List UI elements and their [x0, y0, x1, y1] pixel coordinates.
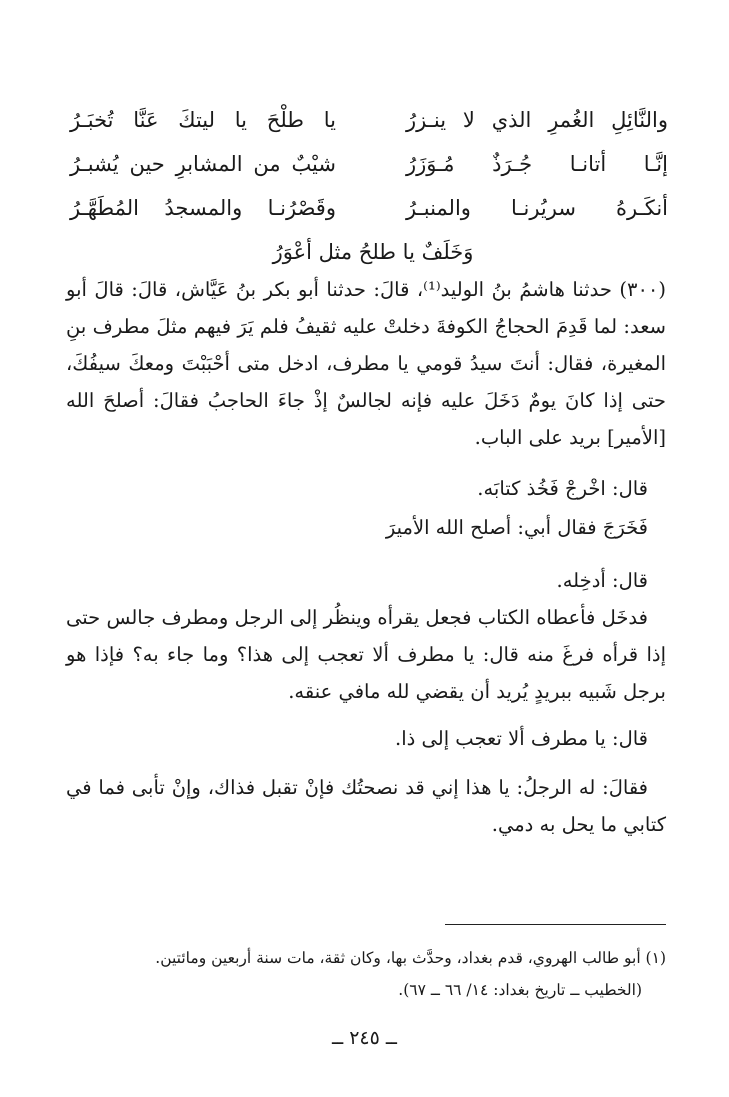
- footnote-1: (١) أبو طالب الهروي، قدم بغداد، وحدَّث بها، وكان ثقة، مات سنة أربعين ومائتين.: [155, 949, 666, 967]
- report-paragraph-300: (٣٠٠) حدثنا هاشمُ بنُ الوليد⁽¹⁾، قالَ: حدثنا أبو بكر بنُ عَيَّاش، قالَ: قالَ أبو سعد: لما قَدِمَ الحجاجُ الكوفةَ دخلتْ عليه ثقيفُ فلم يَرَ فيهم مثلَ مطرف بنِ المغيرة، فقال: أنتَ سيدُ قومي يا مطرف، ادخل متى أحْبَبْتَ ومعكَ سيفُكَ، حتى إذا كانَ يومٌ دَخَلَ عليه فإنه لجالسٌ إذْ جاءَ الحاجبُ فقالَ: أصلحَ الله [الأمير] بريد على الباب.: [66, 278, 666, 449]
- poem: [70, 98, 668, 274]
- verse-final: وَخَلَفٌ يا طلحُ مثل أعْوَرُ: [272, 240, 474, 264]
- hemistich-first: والنَّائِلِ الغُمرِ الذي لا ينـزرُ: [406, 108, 668, 132]
- report-paragraph: قال: اخْرجْ فَخُذ كتابَه.: [477, 477, 648, 500]
- hemistich-second: شيْبٌ من المشابرِ حين يُشبـرُ: [70, 152, 336, 176]
- report-paragraph: فدخَل فأعطاه الكتاب فجعل يقرأه وينظُر إلى الرجل ومطرف جالس حتى إذا قرأه فرغَ منه قال: يا مطرف ألا تعجب إلى هذا؟ وما جاء به؟ فإذا هو برجل شَبيه ببريدٍ يُريد أن يقضي لله مافي عنقه.: [66, 606, 666, 703]
- hemistich-first: إنَّـا أتانـا جُـرَذٌ مُـوَزَرُ: [406, 152, 668, 176]
- footnote-separator: [445, 924, 666, 925]
- report-body: [66, 271, 666, 843]
- hemistich-first: أنكَـرهُ سريُرنـا والمنبـرُ: [406, 196, 668, 220]
- report-paragraph: قال: يا مطرف ألا تعجب إلى ذا.: [395, 727, 648, 750]
- verse: [70, 186, 668, 230]
- verse: [70, 98, 668, 142]
- page-number: ــ ٢٤٥ ــ: [332, 1027, 397, 1049]
- footnote-1-source: (الخطيب ــ تاريخ بغداد: ١٤/ ٦٦ ــ ٦٧).: [398, 981, 642, 999]
- hemistich-second: يا طلْحَ يا ليتكَ عَنَّا تُخبَـرُ: [70, 108, 336, 132]
- verse: [70, 142, 668, 186]
- report-paragraph: فقالَ: له الرجلُ: يا هذا إني قد نصحتُك فإنْ تقبل فذاك، وإنْ تأبى فما في كتابي ما يحل به دمي.: [66, 776, 666, 836]
- footnotes: [66, 942, 666, 1006]
- hemistich-second: وقَصْرُنـا والمسجدُ المُطَهَّـرُ: [70, 196, 336, 220]
- report-paragraph: قال: أدخِله.: [556, 569, 648, 592]
- report-paragraph: فَخَرَجَ فقال أبي: أصلح الله الأميرَ: [385, 516, 648, 539]
